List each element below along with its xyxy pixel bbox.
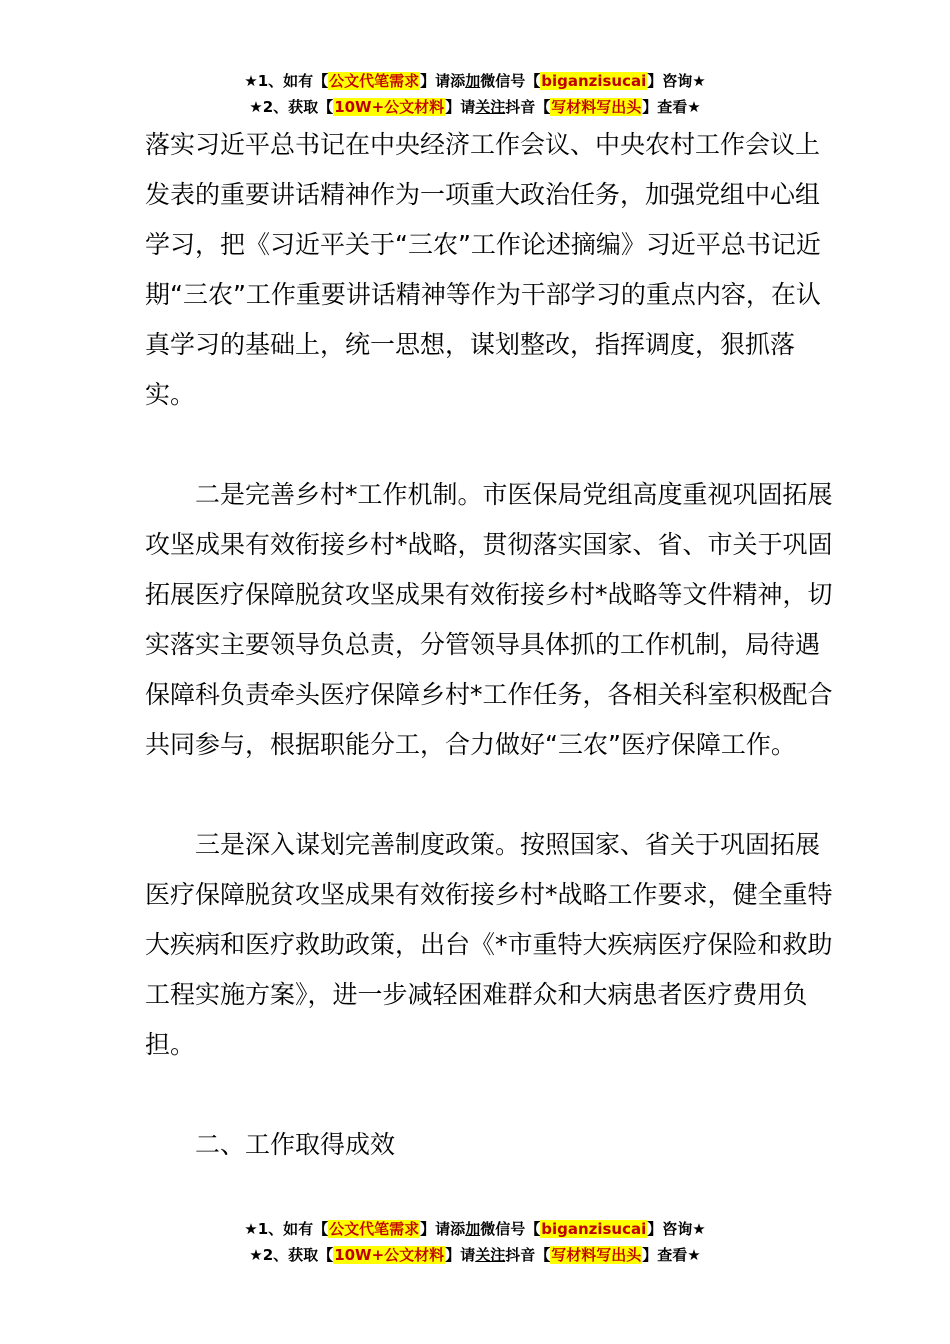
banner-text: 】请添 [420,72,466,90]
banner-highlight: biganzisucai [541,72,647,90]
banner-underlined: 加 [465,1220,481,1238]
banner-text: ★2、获取【 [249,1246,334,1264]
banner-line-1 [0,68,950,94]
banner-highlight: 写材料写出头 [551,98,642,116]
banner-text: 】查看★ [642,98,701,116]
banner-line-2 [0,94,950,120]
banner-text: ★1、如有【 [244,72,329,90]
banner-text: 】查看★ [642,1246,701,1264]
banner-text: 】请 [445,98,476,116]
document-body [145,120,835,1170]
banner-text: 】咨询★ [647,1220,706,1238]
banner-text: ★2、获取【 [249,98,334,116]
banner-underlined: 关注 [475,98,506,116]
banner-line-1 [0,1216,950,1242]
spacer [145,420,835,470]
banner-highlight: 10W+公文材料 [334,1246,445,1264]
banner-text: 微信号【 [480,72,541,90]
banner-line-2 [0,1242,950,1268]
paragraph-3: 三是深入谋划完善制度政策。按照国家、省关于巩固拓展医疗保障脱贫攻坚成果有效衔接乡村*战略工作要求，健全重特大疾病和医疗救助政策，出台《*市重特大疾病医疗保险和救助工程实施方案》，进一步减轻困难群众和大病患者医疗费用负担。 [145,830,833,1059]
banner-text: 】请添 [420,1220,466,1238]
banner-highlight: 10W+公文材料 [334,98,445,116]
banner-text: 抖音【 [505,1246,551,1264]
spacer [145,770,835,820]
paragraph-2: 二是完善乡村*工作机制。市医保局党组高度重视巩固拓展攻坚成果有效衔接乡村*战略，贯彻落实国家、省、市关于巩固拓展医疗保障脱贫攻坚成果有效衔接乡村*战略等文件精神，切实落实主要领导负总责，分管领导具体抓的工作机制，局待遇保障科负责牵头医疗保障乡村*工作任务，各相关科室积极配合共同参与，根据职能分工，合力做好“三农”医疗保障工作。 [145,480,833,759]
banner-text: 】咨询★ [647,72,706,90]
section-heading: 二、工作取得成效 [195,1130,396,1159]
banner-underlined: 加 [465,72,481,90]
banner-highlight: 写材料写出头 [551,1246,642,1264]
paragraph-1: 落实习近平总书记在中央经济工作会议、中央农村工作会议上发表的重要讲话精神作为一项重大政治任务，加强党组中心组学习，把《习近平关于“三农”工作论述摘编》习近平总书记近期“三农”工作重要讲话精神等作为干部学习的重点内容，在认真学习的基础上，统一思想，谋划整改，指挥调度，狠抓落实。 [145,130,821,409]
banner-text: 微信号【 [480,1220,541,1238]
banner-text: ★1、如有【 [244,1220,329,1238]
banner-highlight: 公文代笔需求 [329,72,420,90]
footer-banner [0,1216,950,1268]
banner-highlight: 公文代笔需求 [329,1220,420,1238]
header-banner [0,68,950,120]
banner-text: 抖音【 [505,98,551,116]
spacer [145,1070,835,1120]
banner-underlined: 关注 [475,1246,506,1264]
banner-text: 】请 [445,1246,476,1264]
banner-highlight: biganzisucai [541,1220,647,1238]
